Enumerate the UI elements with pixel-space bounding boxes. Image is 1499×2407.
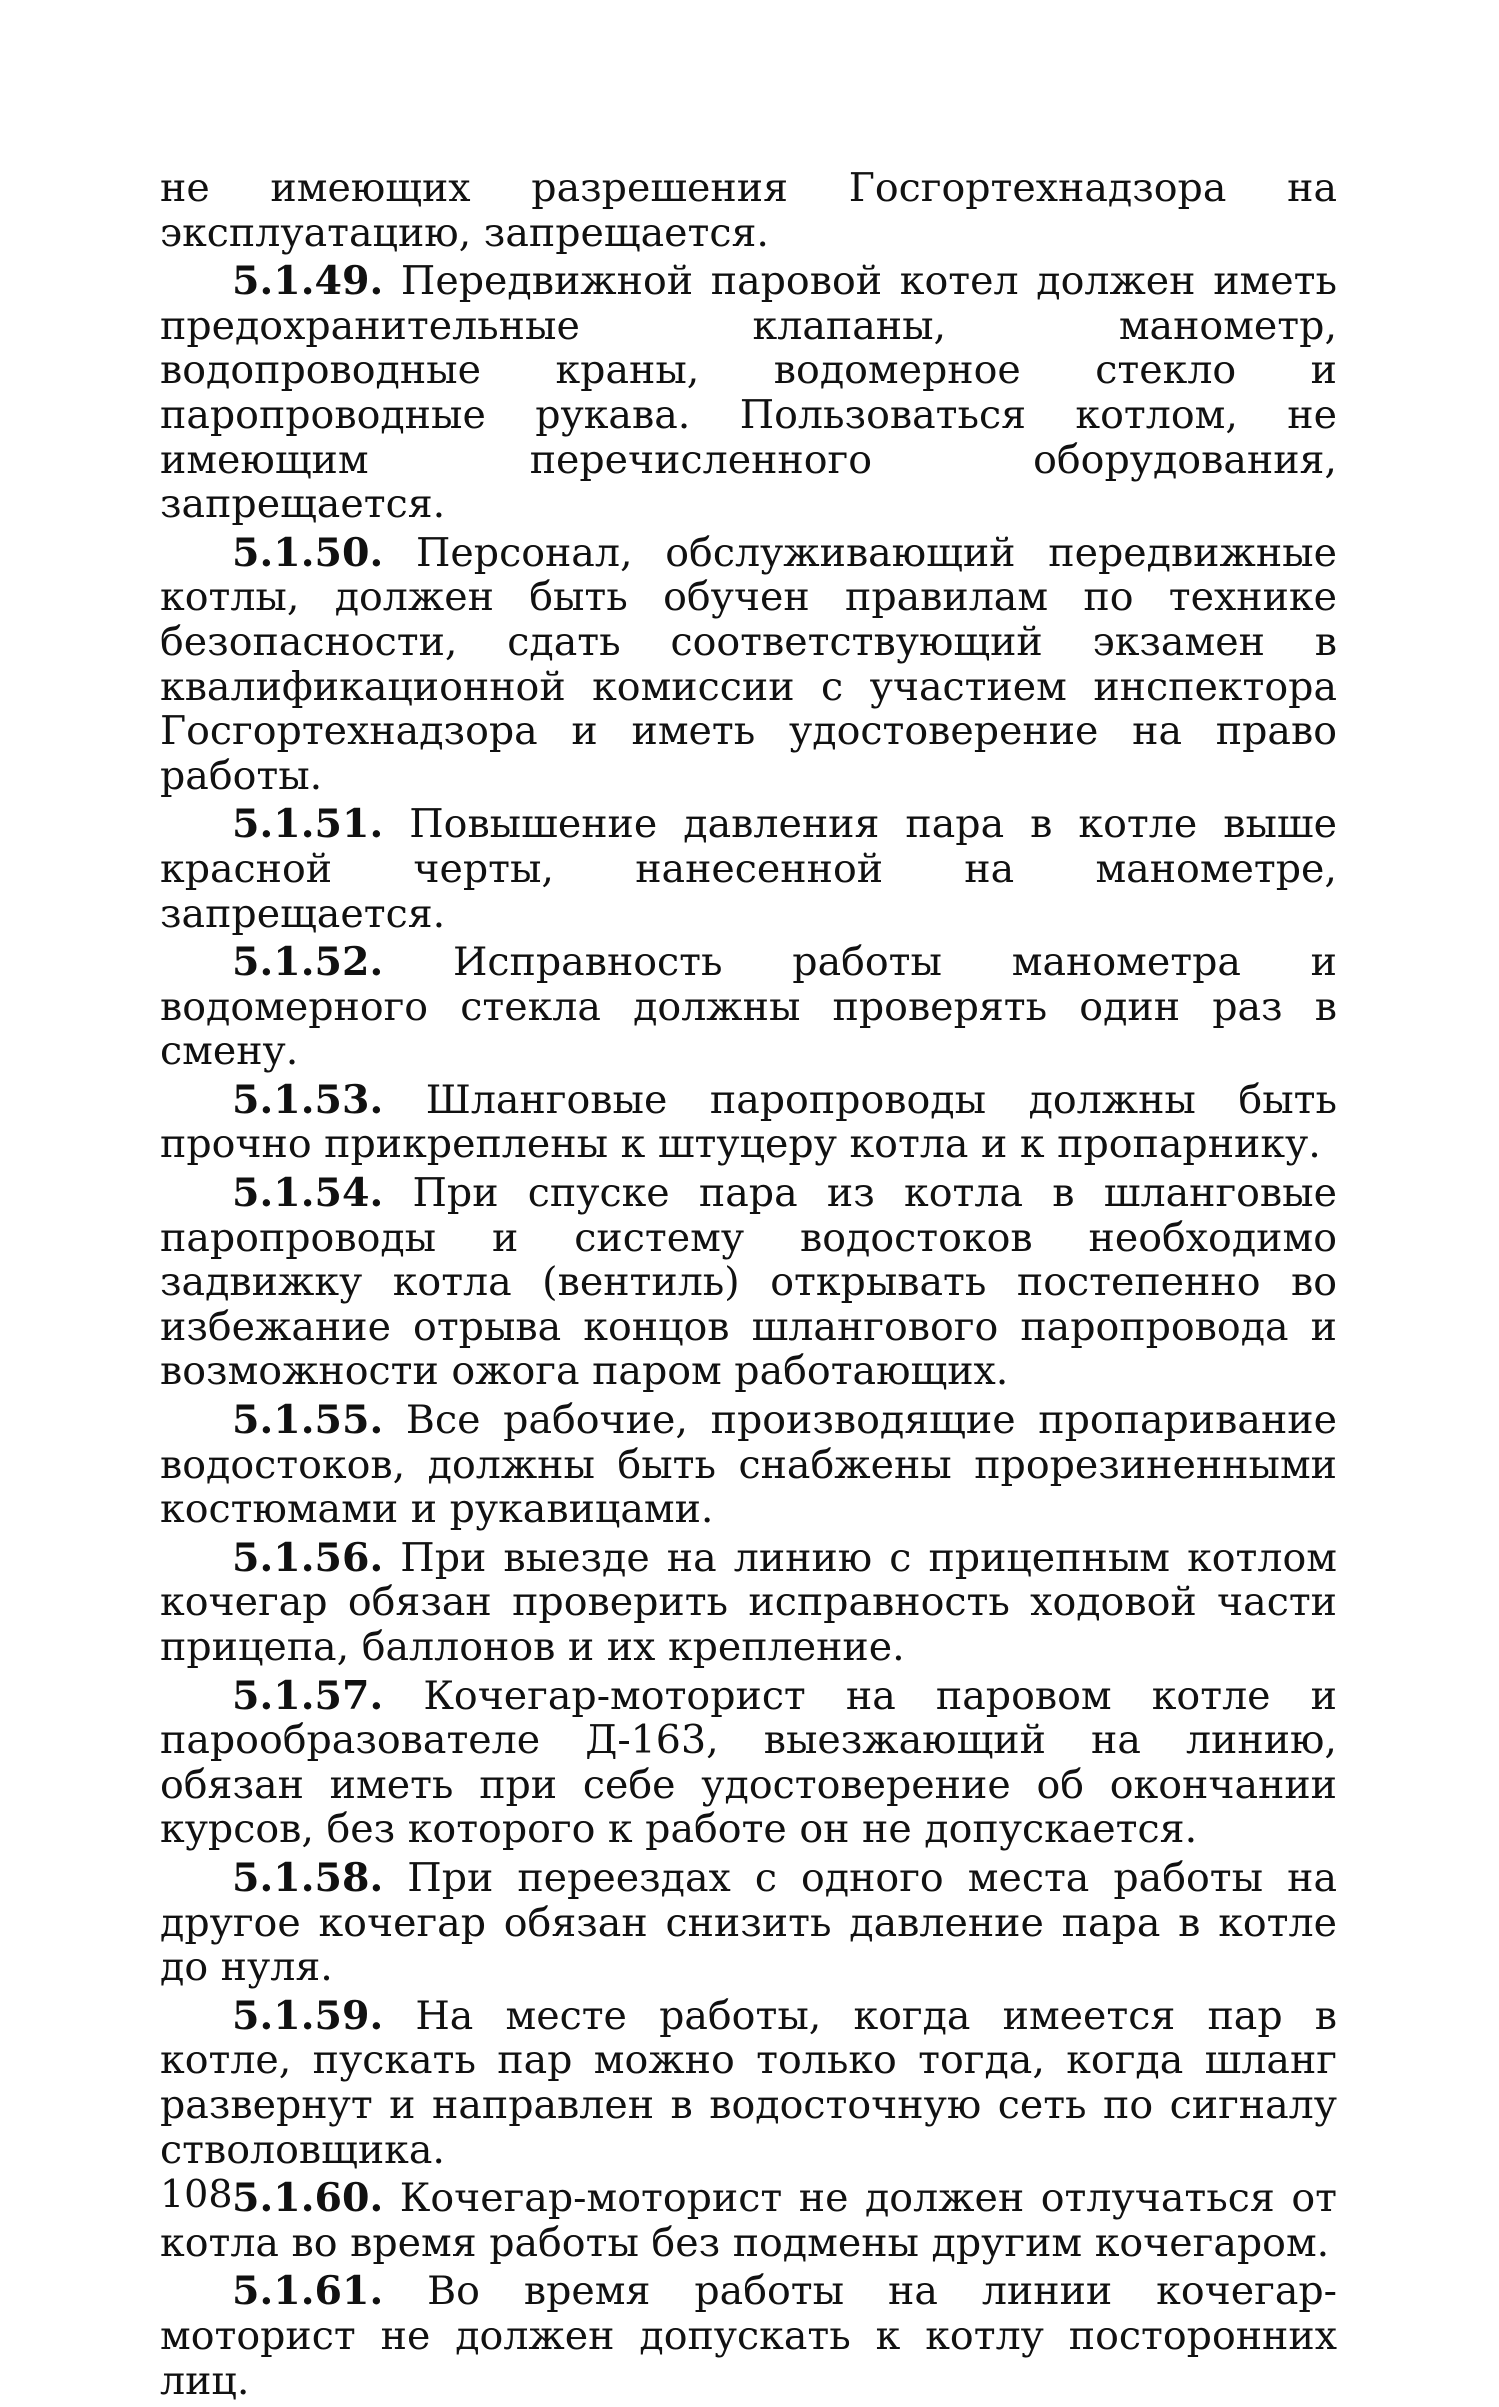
page-number: 108 [160,2172,233,2216]
paragraph-number: 5.1.56. [232,1534,384,1581]
paragraph-number: 5.1.53. [232,1076,384,1123]
paragraph-text: Повышение давления пара в котле выше красной черты, нанесенной на манометре, запрещается. [160,801,1337,937]
paragraph-number: 5.1.57. [232,1672,384,1719]
paragraph-5-1-49 [160,259,1337,527]
paragraph-text: Исправность работы манометра и водомерного стекла должны проверять один раз в смену. [160,939,1337,1075]
paragraph-5-1-53 [160,1078,1337,1167]
paragraph-text: Все рабочие, производящие пропаривание водостоков, должны быть снабжены прорезиненными костюмами и рукавицами. [160,1397,1337,1533]
continuation-text: не имеющих разрешения Госгортехнадзора на эксплуатацию, запрещается. [160,165,1337,256]
paragraph-number: 5.1.51. [232,801,384,848]
paragraph-5-1-54 [160,1171,1337,1394]
paragraph-text: Кочегар-моторист на паровом котле и парообразователе Д-163, выезжающий на линию, обязан иметь при себе удостоверение об окончании курсов, без которого к работе он не допускается. [160,1672,1337,1853]
paragraph-number: 5.1.61. [232,2268,384,2315]
paragraph-5-1-59 [160,1994,1337,2172]
paragraph-text: При спуске пара из котла в шланговые паропроводы и систему водостоков необходимо задвижку котла (вентиль) открывать постепенно во избежание отрыва концов шлангового паропровода и возможности ожога паром работающих. [160,1170,1337,1395]
paragraph-5-1-60 [160,2176,1337,2265]
paragraph-5-1-58 [160,1856,1337,1990]
paragraph-number: 5.1.52. [232,939,384,986]
paragraph-5-1-52 [160,940,1337,1074]
paragraph-text: Во время работы на линии кочегар-моторист не должен допускать к котлу посторонних лиц. [160,2268,1338,2404]
paragraph-text: При переездах с одного места работы на другое кочегар обязан снизить давление пара в котле до нуля. [160,1854,1337,1991]
paragraph-number: 5.1.58. [232,1854,384,1901]
paragraph-text: Шланговые паропроводы должны быть прочно прикреплены к штуцеру котла и к пропарнику. [160,1076,1337,1168]
paragraph-5-1-50 [160,531,1337,799]
paragraph-text: При выезде на линию с прицепным котлом кочегар обязан проверить исправность ходовой части прицепа, баллонов и их крепление. [160,1534,1337,1670]
paragraph-text: Кочегар-моторист не должен отлучаться от котла во время работы без подмены другим кочегаром. [160,2175,1337,2266]
paragraph-text: На месте работы, когда имеется пар в котле, пускать пар можно только тогда, когда шланг развернут и направлен в водосточную сеть по сигналу стволовщика. [160,1992,1337,2173]
paragraph-number: 5.1.54. [232,1170,384,1217]
paragraph-text: Передвижной паровой котел должен иметь предохранительные клапаны, манометр, водопроводные краны, водомерное стекло и паропроводные рукава. Пользоваться котлом, не имеющим перечисленного оборудования, запрещается. [160,258,1337,528]
page-body [160,166,1337,2407]
paragraph-5-1-56 [160,1536,1337,1670]
paragraph-number: 5.1.50. [232,529,384,576]
paragraph-number: 5.1.59. [232,1992,384,2039]
paragraph-5-1-57 [160,1674,1337,1852]
paragraph-text: Персонал, обслуживающий передвижные котлы, должен быть обучен правилам по технике безопасности, сдать соответствующий экзамен в квалификационной комиссии с участием инспектора Госгортехнадзора и иметь удостоверение на право работы. [160,529,1337,799]
paragraph-number: 5.1.55. [232,1397,384,1444]
paragraph-number: 5.1.49. [232,258,384,305]
paragraph-5-1-55 [160,1398,1337,1532]
paragraph-number: 5.1.60. [232,2175,384,2222]
paragraph-5-1-61 [160,2269,1337,2403]
paragraph-5-1-51 [160,802,1337,936]
